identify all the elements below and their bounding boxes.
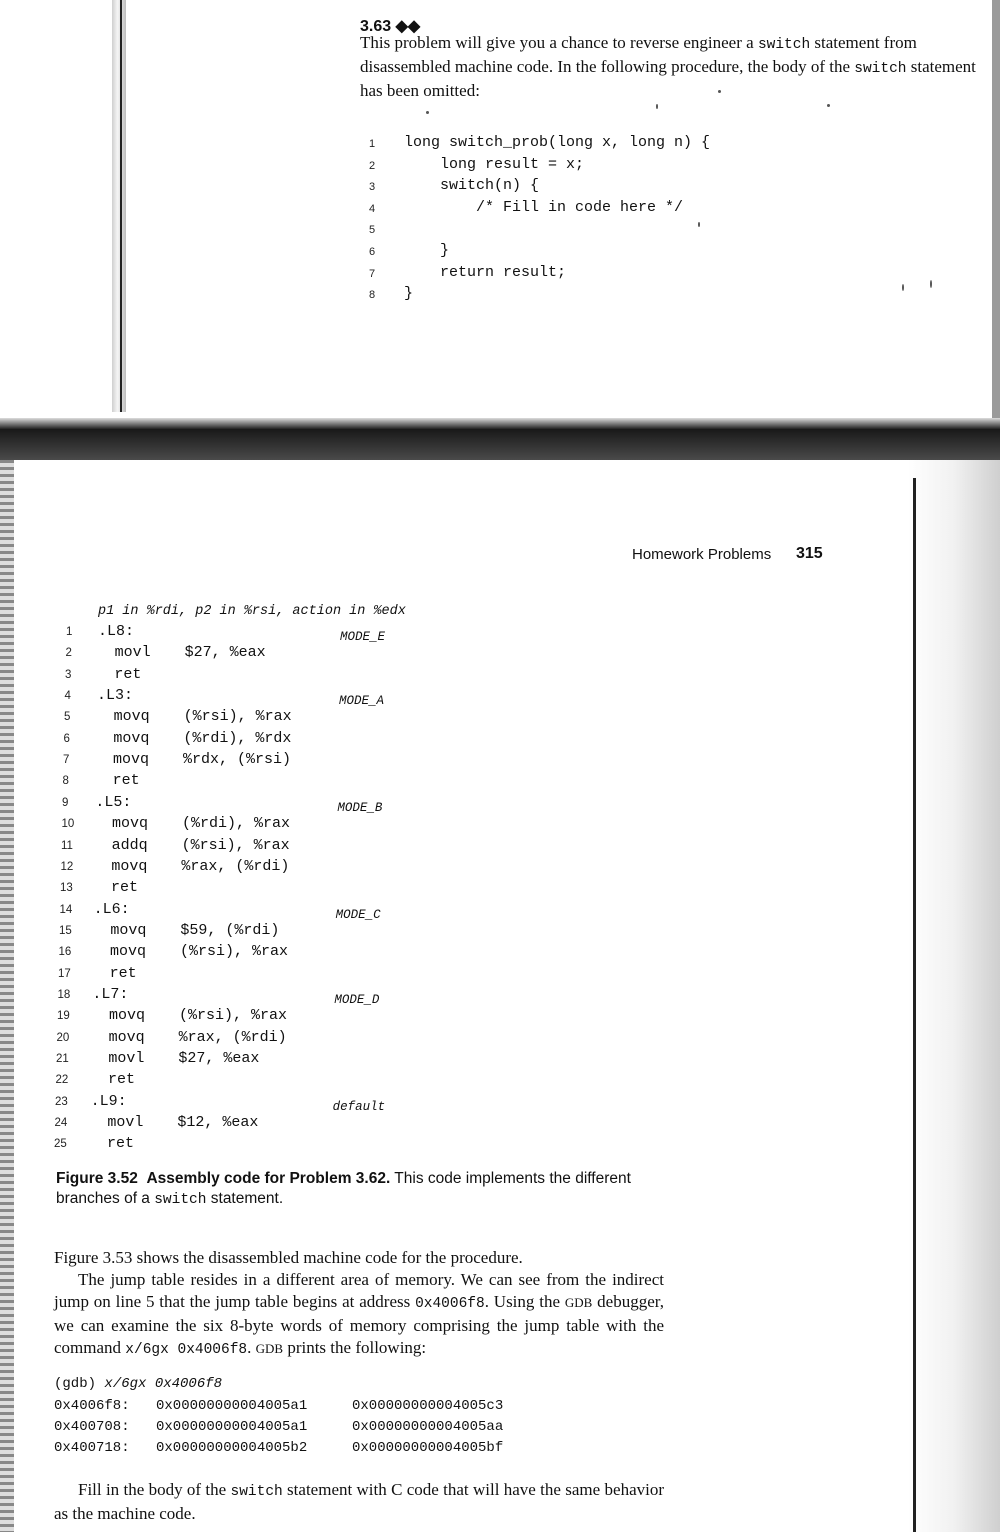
asm-mode-annotation: MODE_E: [340, 630, 386, 644]
asm-opcode: ret: [109, 964, 137, 982]
asm-operands: $12, %eax: [177, 1114, 259, 1132]
asm-line-number: 22: [55, 1074, 69, 1087]
para2-gdb-1: GDB: [564, 1295, 593, 1310]
para2-text-e: prints the following:: [283, 1338, 427, 1357]
asm-opcode: ret: [107, 1135, 135, 1153]
asm-opcode: ret: [114, 665, 142, 683]
para2-command: x/6gx 0x4006f8: [125, 1342, 248, 1358]
asm-opcode: movq: [113, 708, 150, 726]
asm-mode-annotation: MODE_D: [334, 992, 380, 1007]
running-head: Homework Problems: [632, 546, 772, 563]
scan-speck: [930, 280, 932, 288]
asm-operands: (%rdi), %rdx: [183, 729, 292, 747]
asm-line-number: 23: [55, 1095, 68, 1108]
figure-caption: [56, 1169, 676, 1210]
gdb-prompt: (gdb): [54, 1376, 105, 1392]
paragraph-1: Figure 3.53 shows the disassembled machine code for the procedure.: [54, 1248, 523, 1267]
scan-speck: [426, 111, 429, 114]
top-page-scan: [0, 0, 1000, 430]
asm-operands: $59, (%rdi): [180, 921, 280, 939]
asm-line-number: 7: [63, 754, 70, 767]
asm-opcode: movq: [108, 1028, 145, 1046]
asm-opcode: movq: [110, 943, 147, 961]
gdb-address: 0x400708:: [54, 1419, 130, 1435]
asm-opcode: movl: [114, 644, 151, 662]
code-line-text: /* Fill in code here */: [404, 198, 684, 216]
gdb-command-line: [54, 1376, 222, 1392]
book-spine-line: [913, 478, 916, 1532]
asm-line-number: 25: [54, 1138, 67, 1151]
asm-opcode: movq: [111, 857, 148, 875]
asm-line-number: 5: [64, 711, 71, 724]
code-line-number: 7: [369, 267, 376, 280]
code-line-number: 5: [369, 224, 376, 237]
page-number: 315: [796, 545, 823, 562]
scan-speck: [718, 90, 721, 93]
gdb-word-1: 0x00000000004005a1: [156, 1419, 308, 1435]
asm-operands: $27, %eax: [184, 644, 266, 662]
scan-speck: [698, 222, 700, 227]
problem-intro: [360, 32, 982, 101]
figure-title: Assembly code for Problem 3.62.: [146, 1170, 391, 1187]
asm-label: .L9:: [90, 1092, 127, 1110]
intro-text-2: statement from disassembled machine code. In the following procedure, the body of the: [360, 33, 917, 76]
asm-operands: (%rsi), %rax: [183, 708, 292, 726]
scanner-gap: [0, 430, 1000, 460]
asm-mode-annotation: default: [332, 1099, 386, 1114]
code-line-number: 3: [369, 181, 376, 194]
figure-code: switch: [154, 1192, 207, 1208]
asm-line-number: 9: [62, 796, 69, 809]
asm-operands: %rax, (%rdi): [181, 857, 290, 875]
code-line-text: }: [404, 242, 450, 259]
gdb-command: x/6gx 0x4006f8: [104, 1376, 223, 1392]
page-edge-right: [908, 460, 1000, 1532]
asm-label: .L5:: [95, 793, 132, 811]
intro-code-1: switch: [757, 37, 811, 53]
book-spine-shadow: [112, 0, 126, 412]
asm-line-number: 12: [60, 860, 74, 873]
gdb-word-1: 0x00000000004005b2: [156, 1440, 308, 1456]
bottom-page-scan: [0, 460, 1000, 1532]
asm-line-number: 18: [57, 988, 71, 1001]
asm-line-number: 6: [63, 732, 70, 745]
asm-line-number: 14: [59, 903, 73, 916]
asm-opcode: movl: [108, 1050, 145, 1067]
asm-line-number: 16: [58, 946, 72, 959]
asm-opcode: movl: [107, 1114, 144, 1132]
paragraph-final: [54, 1479, 664, 1525]
asm-opcode: movq: [113, 729, 150, 747]
asm-opcode: ret: [112, 772, 140, 790]
asm-opcode: movq: [110, 921, 147, 939]
code-line-number: 6: [369, 246, 376, 258]
asm-operands: (%rdi), %rax: [182, 815, 291, 833]
asm-opcode: addq: [111, 836, 148, 854]
code-line-text: long result = x;: [404, 155, 585, 173]
gdb-address: 0x4006f8:: [54, 1398, 130, 1414]
code-line-number: 8: [369, 289, 376, 302]
asm-line-number: 17: [58, 967, 71, 980]
scan-speck: [827, 104, 830, 107]
asm-label: .L6:: [93, 900, 130, 918]
asm-line-number: 2: [65, 647, 72, 660]
intro-text-3: statement has been omitted:: [360, 57, 976, 100]
figure-desc-2: statement.: [206, 1190, 284, 1207]
asm-operands: (%rsi), %rax: [179, 1007, 288, 1025]
asm-operands: $27, %eax: [178, 1050, 260, 1067]
paragraph-2: [54, 1269, 664, 1361]
book-spine-line: [120, 0, 122, 412]
asm-line-number: 15: [59, 924, 72, 937]
code-line-text: switch(n) {: [404, 177, 540, 195]
code-line-number: 2: [369, 159, 376, 172]
asm-line-number: 10: [61, 818, 75, 831]
intro-text-1: This problem will give you a chance to reverse engineer a: [360, 33, 758, 52]
asm-label: .L3:: [97, 687, 134, 705]
page-bottom-shadow: [0, 418, 1000, 430]
asm-mode-annotation: MODE_A: [339, 694, 385, 709]
asm-line-number: 8: [62, 775, 69, 788]
intro-code-2: switch: [854, 61, 907, 77]
asm-line-number: 19: [57, 1010, 70, 1023]
code-line-number: 4: [369, 202, 376, 215]
asm-opcode: movq: [113, 751, 150, 769]
asm-opcode: movq: [109, 1007, 146, 1025]
scan-speck: [656, 104, 658, 109]
asm-operands: (%rsi), %rax: [180, 943, 289, 961]
para2-text-c: debugger, we can examine the six 8-byte words of memory comprising the jump table with the command: [54, 1292, 664, 1357]
gdb-address: 0x400718:: [54, 1440, 130, 1456]
final-code: switch: [230, 1484, 283, 1500]
gdb-word-2: 0x00000000004005aa: [352, 1419, 504, 1435]
asm-line-number: 20: [56, 1031, 70, 1044]
code-line-number: 1: [369, 138, 376, 150]
problem-number: 3.63 ◆◆: [360, 18, 421, 35]
para2-text-b: . Using the: [484, 1292, 565, 1311]
code-line-text: long switch_prob(long x, long n) {: [404, 134, 711, 151]
asm-opcode: ret: [108, 1071, 136, 1089]
page-edge-right: [992, 0, 1000, 430]
asm-mode-annotation: MODE_B: [337, 800, 383, 815]
asm-operands: (%rsi), %rax: [181, 836, 290, 854]
asm-line-number: 13: [60, 882, 73, 895]
asm-line-number: 21: [56, 1053, 69, 1065]
asm-line-number: 24: [54, 1117, 68, 1130]
gdb-word-2: 0x00000000004005bf: [352, 1440, 504, 1456]
asm-line-number: 3: [65, 668, 72, 681]
scan-speck: [902, 284, 904, 291]
gdb-word-1: 0x00000000004005a1: [156, 1398, 308, 1414]
figure-desc-1: This code implements the different branches of a: [56, 1170, 631, 1207]
final-text-a: Fill in the body of the: [78, 1480, 231, 1499]
asm-line-number: 11: [61, 839, 73, 852]
final-text-b: statement with C code that will have the same behavior as the machine code.: [54, 1480, 665, 1523]
para2-text-d: .: [247, 1338, 256, 1357]
para2-address: 0x4006f8: [415, 1296, 485, 1312]
page-edge-left: [0, 460, 14, 1532]
para2-text-a: The jump table resides in a different area of memory. We can see from the indirect jump on line 5 that the jump table begins at address: [54, 1270, 664, 1311]
asm-opcode: ret: [111, 879, 139, 897]
asm-label: .L7:: [92, 985, 129, 1003]
gdb-word-2: 0x00000000004005c3: [352, 1398, 504, 1414]
asm-line-number: 1: [66, 626, 73, 638]
asm-operands: %rax, (%rdi): [178, 1028, 287, 1046]
code-line-text: }: [404, 285, 414, 303]
para2-gdb-2: GDB: [255, 1341, 284, 1356]
code-line-text: return result;: [404, 263, 567, 281]
asm-register-note: p1 in %rdi, p2 in %rsi, action in %edx: [98, 604, 406, 619]
asm-operands: %rdx, (%rsi): [183, 751, 292, 769]
asm-opcode: movq: [112, 815, 149, 833]
asm-mode-annotation: MODE_C: [335, 907, 381, 922]
asm-line-number: 4: [64, 690, 71, 703]
figure-label: Figure 3.52: [56, 1170, 138, 1187]
asm-label: .L8:: [98, 623, 135, 640]
